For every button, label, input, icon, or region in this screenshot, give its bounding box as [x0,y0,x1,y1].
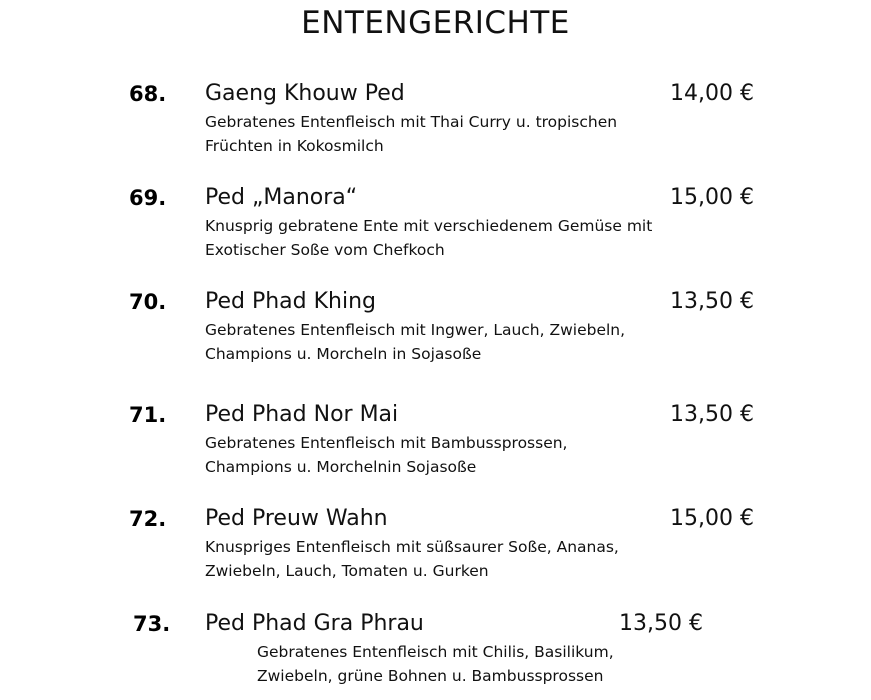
menu-item-price: 13,50 € [670,402,754,427]
menu-item-description-line: Exotischer Soße vom Chefkoch [205,241,445,259]
menu-item-description-line: Champions u. Morcheln in Sojasoße [205,345,482,363]
menu-item-price: 13,50 € [619,611,703,636]
menu-item-description-line: Champions u. Morchelnin Sojasoße [205,458,477,476]
menu-item-number: 72. [129,507,167,531]
menu-item-description-line: Früchten in Kokosmilch [205,137,384,155]
menu-item-number: 69. [129,186,167,210]
menu-item-name: Ped Phad Nor Mai [205,402,399,427]
menu-item-description [257,640,614,688]
menu-item-name: Gaeng Khouw Ped [205,81,405,106]
menu-item [0,401,871,491]
menu-item-description [205,535,619,583]
menu-item [0,610,871,700]
menu-item-description-line: Gebratenes Entenfleisch mit Chilis, Basilikum, [257,643,614,661]
menu-item-description [205,431,568,479]
menu-item-name: Ped Preuw Wahn [205,506,388,531]
menu-item-number: 71. [129,403,167,427]
menu-item-description [205,318,625,366]
menu-item-number: 68. [129,82,167,106]
menu-item [0,505,871,595]
menu-item-description-line: Zwiebeln, grüne Bohnen u. Bambussprossen [257,667,604,685]
menu-item [0,288,871,378]
menu-item-description [205,214,652,262]
menu-item [0,80,871,170]
menu-item [0,184,871,274]
menu-item-price: 15,00 € [670,185,754,210]
menu-item-number: 73. [133,612,171,636]
menu-item-name: Ped Phad Khing [205,289,377,314]
page-title: ENTENGERICHTE [301,5,570,41]
menu-item-name: Ped Phad Gra Phrau [205,611,424,636]
menu-item-description-line: Zwiebeln, Lauch, Tomaten u. Gurken [205,562,489,580]
menu-item-description-line: Gebratenes Entenfleisch mit Thai Curry u. tropischen [205,113,618,131]
menu-item-description-line: Knusprig gebratene Ente mit verschiedenem Gemüse mit [205,217,653,235]
menu-item-description-line: Gebratenes Entenfleisch mit Bambussprossen, [205,434,568,452]
menu-item-name: Ped „Manora“ [205,185,358,210]
menu-item-price: 15,00 € [670,506,754,531]
menu-item-number: 70. [129,290,167,314]
menu-item-price: 14,00 € [670,81,754,106]
menu-item-description-line: Gebratenes Entenfleisch mit Ingwer, Lauch, Zwiebeln, [205,321,626,339]
menu-item-description-line: Knuspriges Entenfleisch mit süßsaurer Soße, Ananas, [205,538,619,556]
menu-item-description [205,110,617,158]
menu-item-price: 13,50 € [670,289,754,314]
